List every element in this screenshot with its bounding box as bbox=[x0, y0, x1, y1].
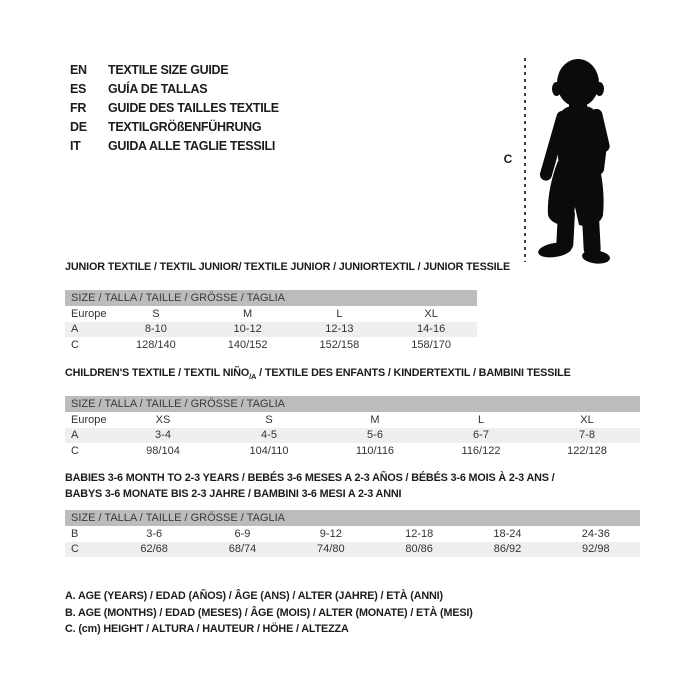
language-row-es bbox=[70, 79, 279, 98]
table-cell: 3-6 bbox=[146, 527, 163, 540]
note-age-months: B. AGE (MONTHS) / EDAD (MESES) / ÂGE (MOIS) / ALTER (MONATE) / ETÀ (MESI) bbox=[65, 606, 473, 619]
table-cell: XL bbox=[580, 413, 594, 426]
row-label: C bbox=[71, 338, 79, 351]
legend-notes bbox=[65, 588, 473, 638]
babies-size-table bbox=[65, 510, 640, 557]
table-cell: 158/170 bbox=[411, 338, 451, 351]
table-cell: XS bbox=[155, 413, 171, 426]
table-row bbox=[65, 526, 640, 542]
size-header-cell: SIZE / TALLA / TAILLE / GRÖSSE / TAGLIA bbox=[65, 290, 477, 306]
children-section-title bbox=[65, 366, 571, 385]
table-cell: M bbox=[243, 307, 253, 320]
table-cell: XL bbox=[424, 307, 438, 320]
table-cell: 8-10 bbox=[110, 322, 202, 338]
table-row bbox=[65, 412, 640, 428]
baby-figure bbox=[495, 52, 670, 272]
table-cell: 128/140 bbox=[135, 338, 176, 351]
table-cell: 12-13 bbox=[294, 322, 386, 338]
table-cell: 62/68 bbox=[110, 542, 198, 558]
table-size-header-row bbox=[65, 396, 640, 412]
table-cell: 14-16 bbox=[385, 322, 477, 338]
row-label: Europe bbox=[71, 413, 107, 426]
table-row bbox=[65, 428, 640, 444]
language-code: FR bbox=[70, 100, 87, 115]
babies-section-title bbox=[65, 471, 555, 502]
table-cell: M bbox=[370, 413, 380, 426]
children-title-prefix: CHILDREN'S TEXTILE / TEXTIL NIÑO bbox=[65, 367, 250, 379]
row-label: Europe bbox=[71, 307, 107, 320]
language-label: GUÍA DE TALLAS bbox=[108, 81, 208, 96]
table-row bbox=[65, 306, 477, 322]
language-code: DE bbox=[70, 119, 87, 134]
table-cell: 6-9 bbox=[234, 527, 251, 540]
language-header bbox=[70, 60, 279, 155]
table-cell: 152/158 bbox=[319, 338, 360, 351]
table-cell: S bbox=[152, 307, 160, 320]
babies-title-line2: BABYS 3-6 MONATE BIS 2-3 JAHRE / BAMBINI 3-6 MESI A 2-3 ANNI bbox=[65, 487, 402, 500]
row-label: C bbox=[71, 444, 79, 457]
table-cell: 12-18 bbox=[405, 527, 434, 540]
language-label: GUIDA ALLE TAGLIE TESSILI bbox=[108, 138, 276, 153]
babies-title-line1: BABIES 3-6 MONTH TO 2-3 YEARS / BEBÉS 3-6 MESES A 2-3 AÑOS / BÉBÉS 3-6 MOIS À 2-3 ANS / bbox=[65, 472, 555, 484]
table-cell: S bbox=[265, 413, 273, 426]
note-age-years: A. AGE (YEARS) / EDAD (AÑOS) / ÂGE (ANS) / ALTER (JAHRE) / ETÀ (ANNI) bbox=[65, 590, 443, 602]
table-cell: 104/110 bbox=[249, 444, 289, 457]
language-code: EN bbox=[70, 62, 87, 77]
height-dashed-line bbox=[524, 58, 526, 262]
table-cell: 74/80 bbox=[287, 542, 375, 558]
language-row-de bbox=[70, 117, 279, 136]
table-cell: L bbox=[336, 307, 343, 320]
size-header-cell: SIZE / TALLA / TAILLE / GRÖSSE / TAGLIA bbox=[65, 396, 640, 412]
table-row bbox=[65, 337, 477, 353]
language-label: TEXTILGRÖßENFÜHRUNG bbox=[108, 119, 262, 134]
row-label: C bbox=[65, 542, 110, 558]
language-label: TEXTILE SIZE GUIDE bbox=[108, 62, 229, 77]
height-marker-label: C bbox=[503, 152, 513, 166]
children-title-suffix: / TEXTILE DES ENFANTS / KINDERTEXTIL / BAMBINI TESSILE bbox=[256, 367, 571, 379]
table-cell: 86/92 bbox=[463, 542, 551, 558]
table-cell: 140/152 bbox=[227, 338, 268, 351]
row-label: A bbox=[65, 428, 110, 444]
table-cell: 80/86 bbox=[375, 542, 463, 558]
table-cell: 24-36 bbox=[581, 527, 610, 540]
children-size-table bbox=[65, 396, 640, 459]
language-label: GUIDE DES TAILLES TEXTILE bbox=[108, 100, 279, 115]
row-label: A bbox=[65, 322, 110, 338]
table-cell: 98/104 bbox=[146, 444, 180, 457]
table-cell: 10-12 bbox=[202, 322, 294, 338]
table-cell: 3-4 bbox=[110, 428, 216, 444]
size-header-cell: SIZE / TALLA / TAILLE / GRÖSSE / TAGLIA bbox=[65, 510, 640, 526]
table-row bbox=[65, 443, 640, 459]
note-height-cm: C. (cm) HEIGHT / ALTURA / HAUTEUR / HÖHE / ALTEZZA bbox=[65, 623, 349, 635]
table-row bbox=[65, 542, 640, 558]
junior-section-title: JUNIOR TEXTILE / TEXTIL JUNIOR/ TEXTILE JUNIOR / JUNIORTEXTIL / JUNIOR TESSILE bbox=[65, 261, 511, 273]
row-label: B bbox=[71, 527, 79, 540]
language-row-fr bbox=[70, 98, 279, 117]
table-cell: 68/74 bbox=[198, 542, 286, 558]
table-size-header-row bbox=[65, 290, 477, 306]
table-cell: 116/122 bbox=[461, 444, 501, 457]
table-row bbox=[65, 322, 477, 338]
table-cell: 110/116 bbox=[355, 444, 395, 457]
table-cell: 7-8 bbox=[534, 428, 640, 444]
table-cell: 122/128 bbox=[567, 444, 607, 457]
table-size-header-row bbox=[65, 510, 640, 526]
table-cell: 4-5 bbox=[216, 428, 322, 444]
language-row-it bbox=[70, 136, 279, 155]
baby-silhouette-icon bbox=[530, 57, 620, 265]
table-cell: L bbox=[477, 413, 485, 426]
table-cell: 92/98 bbox=[552, 542, 640, 558]
table-cell: 9-12 bbox=[319, 527, 342, 540]
table-cell: 6-7 bbox=[428, 428, 534, 444]
table-cell: 18-24 bbox=[493, 527, 522, 540]
junior-size-table bbox=[65, 290, 477, 353]
language-code: IT bbox=[70, 138, 81, 153]
language-row-en bbox=[70, 60, 279, 79]
language-code: ES bbox=[70, 81, 87, 96]
table-cell: 5-6 bbox=[322, 428, 428, 444]
children-title-subscript: /A bbox=[249, 372, 257, 382]
